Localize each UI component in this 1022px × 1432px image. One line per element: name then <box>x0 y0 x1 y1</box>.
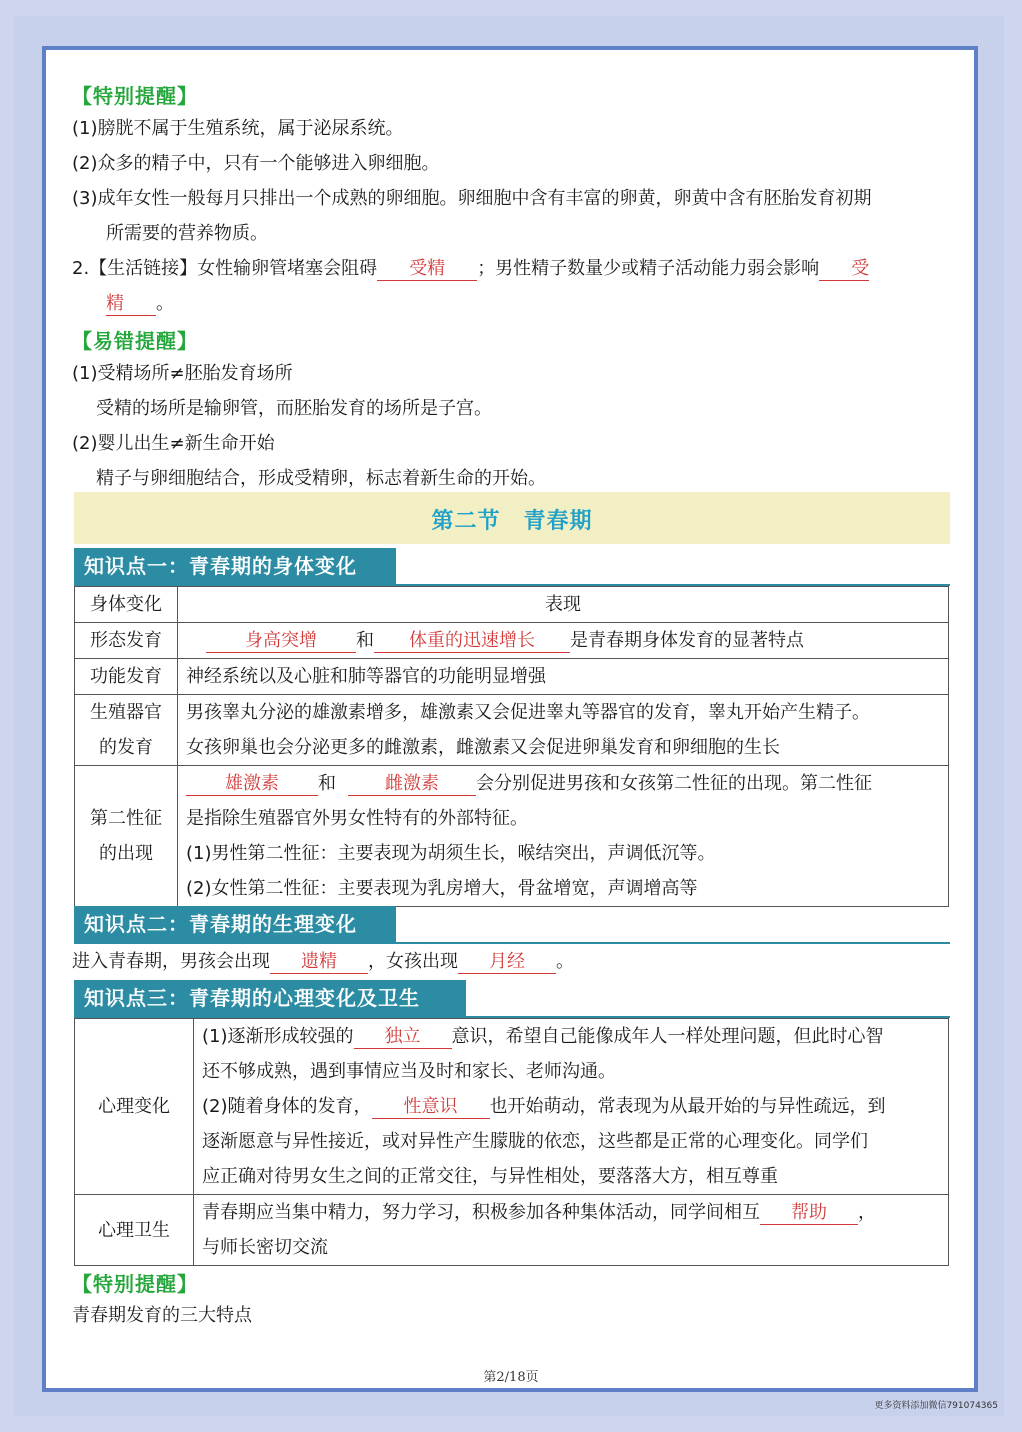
table-header-cell: 身体变化 <box>75 587 178 623</box>
kp2-text: ，女孩出现 <box>368 951 458 972</box>
answer-blank: 性意识 <box>372 1096 490 1119</box>
row-content <box>178 623 949 659</box>
row-label: 心理变化 <box>75 1019 194 1195</box>
table-row <box>75 587 949 623</box>
row-text: 女孩卵巢也会分泌更多的雌激素，雌激素又会促进卵巢发育和卵细胞的生长 <box>186 737 780 758</box>
error-tip-item: (1)受精场所≠胚胎发育场所 <box>72 363 293 384</box>
row-label: 功能发育 <box>75 659 178 695</box>
answer-blank: 雄激素 <box>186 773 318 796</box>
knowledge-point-2-title: 知识点二：青春期的生理变化 <box>74 906 396 942</box>
life-link-end: 。 <box>156 293 174 314</box>
connector-text: 和 <box>318 773 336 794</box>
life-link-middle: ；男性精子数量少或精子活动能力弱会影响 <box>477 258 820 279</box>
section-title: 第二节 青春期 <box>431 509 593 534</box>
row-text-part: (1)逐渐形成较强的 <box>202 1026 354 1047</box>
answer-blank: 雌激素 <box>348 773 476 796</box>
answer-blank: 遗精 <box>270 951 368 974</box>
row-text-part: 青春期应当集中精力，努力学习，积极参加各种集体活动，同学间相互 <box>202 1202 760 1223</box>
row-label <box>75 695 178 766</box>
row-text: (2)女性第二性征：主要表现为乳房增大，骨盆增宽，声调增高等 <box>186 878 698 899</box>
answer-blank: 独立 <box>354 1026 452 1049</box>
reminder-item: (3)成年女性一般每月只排出一个成熟的卵细胞。卵细胞中含有丰富的卵黄，卵黄中含有胚胎发育初期 <box>72 188 872 209</box>
error-tip-item: 精子与卵细胞结合，形成受精卵，标志着新生命的开始。 <box>96 468 546 489</box>
row-text: 男孩睾丸分泌的雄激素增多，雄激素又会促进睾丸等器官的发育，睾丸开始产生精子。 <box>186 702 870 723</box>
table-row <box>75 1195 949 1266</box>
row-text-part: 也开始萌动，常表现为从最开始的与异性疏远，到 <box>489 1096 886 1117</box>
row-text: (1)男性第二性征：主要表现为胡须生长，喉结突出，声调低沉等。 <box>186 843 716 864</box>
kp2-text: 。 <box>556 951 574 972</box>
row-label-line: 第二性征 <box>90 808 162 829</box>
life-link-line <box>72 257 869 281</box>
table-row <box>75 623 949 659</box>
psychology-table <box>74 1018 949 1266</box>
life-link-prefix: 2.【生活链接】女性输卵管堵塞会阻碍 <box>72 258 378 279</box>
reminder-text: 青春期发育的三大特点 <box>72 1305 252 1326</box>
reminder-item: (2)众多的精子中，只有一个能够进入卵细胞。 <box>72 153 440 174</box>
row-text <box>202 1019 940 1054</box>
row-text: 与师长密切交流 <box>202 1237 328 1258</box>
table-row <box>75 1019 949 1195</box>
row-label: 心理卫生 <box>75 1195 194 1266</box>
row-label-line: 生殖器官 <box>90 702 162 723</box>
kp2-line <box>72 950 574 974</box>
row-label: 形态发育 <box>75 623 178 659</box>
row-text <box>202 1089 940 1124</box>
special-reminder-heading: 【特别提醒】 <box>72 84 198 108</box>
table-header-cell: 表现 <box>178 587 949 623</box>
row-content <box>178 766 949 907</box>
body-changes-table <box>74 586 949 907</box>
row-content <box>194 1195 949 1266</box>
answer-blank: 受精 <box>377 258 477 281</box>
special-reminder-heading: 【特别提醒】 <box>72 1272 198 1296</box>
error-tip-heading: 【易错提醒】 <box>72 329 198 353</box>
knowledge-point-3-title: 知识点三：青春期的心理变化及卫生 <box>74 980 466 1016</box>
row-text-part: ， <box>858 1202 876 1223</box>
reminder-item: 所需要的营养物质。 <box>106 223 268 244</box>
answer-blank: 受 <box>819 258 869 281</box>
table-row <box>75 659 949 695</box>
knowledge-point-1-title: 知识点一：青春期的身体变化 <box>74 548 396 584</box>
answer-blank: 精 <box>106 293 156 316</box>
connector-text: 和 <box>356 630 374 651</box>
row-label-line: 的发育 <box>99 737 153 758</box>
page-number: 第2/18页 <box>483 1370 539 1385</box>
row-content <box>178 695 949 766</box>
table-row <box>75 766 949 907</box>
row-content <box>194 1019 949 1195</box>
section-banner <box>74 492 950 544</box>
row-label-line: 的出现 <box>99 843 153 864</box>
title-rule <box>74 942 950 944</box>
row-text-part: 意识，希望自己能像成年人一样处理问题，但此时心智 <box>451 1026 884 1047</box>
answer-blank: 月经 <box>458 951 556 974</box>
row-text: 是指除生殖器官外男女性特有的外部特征。 <box>186 808 528 829</box>
error-tip-item: 受精的场所是输卵管，而胚胎发育的场所是子宫。 <box>96 398 492 419</box>
row-text <box>202 1195 940 1230</box>
answer-blank: 帮助 <box>760 1202 858 1225</box>
watermark-text: 更多资料添加微信791074365 <box>874 1401 998 1411</box>
row-text: 会分别促进男孩和女孩第二性征的出现。第二性征 <box>476 773 872 794</box>
answer-blank: 体重的迅速增长 <box>374 630 570 653</box>
row-text: 是青春期身体发育的显著特点 <box>570 630 804 651</box>
row-text: 应正确对待男女生之间的正常交往，与异性相处，要落落大方，相互尊重 <box>202 1166 778 1187</box>
row-text-part: (2)随着身体的发育， <box>202 1096 372 1117</box>
row-label <box>75 766 178 907</box>
row-content: 神经系统以及心脏和肺等器官的功能明显增强 <box>178 659 949 695</box>
row-text <box>186 766 940 801</box>
life-link-line-2 <box>106 292 174 316</box>
kp2-text: 进入青春期，男孩会出现 <box>72 951 270 972</box>
reminder-item: (1)膀胱不属于生殖系统，属于泌尿系统。 <box>72 118 404 139</box>
row-text: 逐渐愿意与异性接近，或对异性产生朦胧的依恋，这些都是正常的心理变化。同学们 <box>202 1131 868 1152</box>
answer-blank: 身高突增 <box>206 630 356 653</box>
error-tip-item: (2)婴儿出生≠新生命开始 <box>72 433 275 454</box>
row-text: 还不够成熟，遇到事情应当及时和家长、老师沟通。 <box>202 1061 616 1082</box>
table-row <box>75 695 949 766</box>
